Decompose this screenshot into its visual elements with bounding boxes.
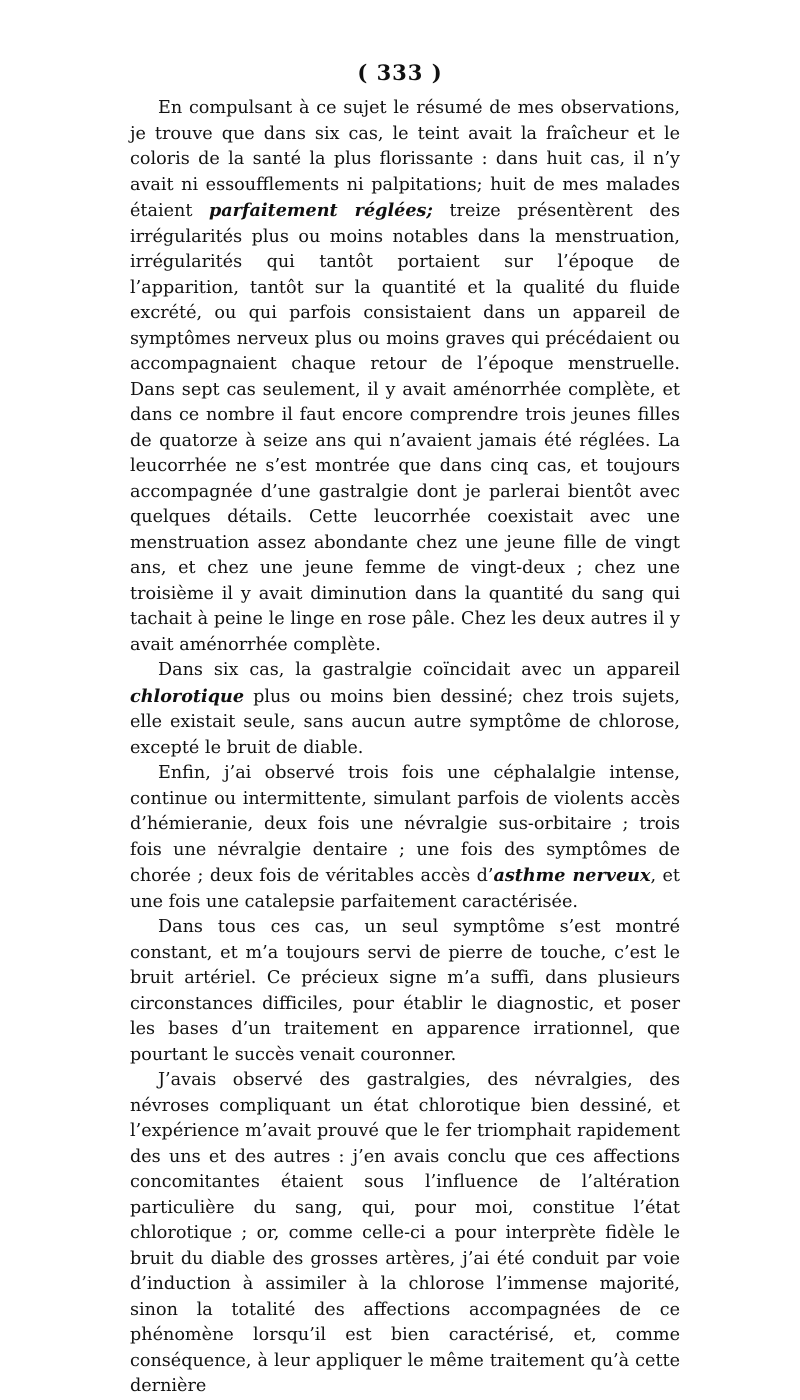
paragraph	[130, 1068, 680, 1400]
text-segment: , et une fois une catalepsie parfaitement caractérisée.	[130, 866, 680, 912]
page-number: ( 333 )	[357, 60, 443, 85]
text-segment: treize présentèrent des irrégularités plus ou moins notables dans la menstruation, irrégularités qui tantôt portaient sur l’époque de l’apparition, tantôt sur la quantité et la qualité du fluide excrété, ou qui parfois consistaient dans un appareil de symptômes nerveux plus ou moins graves qui précédaient ou accompagnaient chaque retour de l’époque menstruelle. Dans sept cas seulement, il y avait aménorrhée complète, et dans ce nombre il faut encore comprendre trois jeunes filles de quatorze à seize ans qui n’avaient jamais été réglées. La leucorrhée ne s’est montrée que dans cinq cas, et toujours accompagnée d’une gastralgie dont je parlerai bientôt avec quelques détails. Cette leucorrhée coexistait avec une menstruation assez abondante chez une jeune fille de vingt ans, et chez une jeune femme de vingt-deux ; chez une troisième il y avait diminution dans la quantité du sang qui tachait à peine le linge en rose pâle. Chez les deux autres il y avait aménorrhée complète.	[130, 201, 680, 655]
text-segment: Dans tous ces cas, un seul symptôme s’est montré constant, et m’a toujours servi de pierre de touche, c’est le bruit artériel. Ce précieux signe m’a suffi, dans plusieurs circonstances difficiles, pour établir le diagnostic, et poser les bases d’un traitement en apparence irrationnel, que pourtant le succès venait couronner.	[130, 917, 680, 1065]
text-segment: J’avais observé des gastralgies, des névralgies, des névroses compliquant un état chlorotique bien dessiné, et l’expérience m’avait prouvé que le fer triomphait rapidement des uns et des autres : j’en avais conclu que ces affections concomitantes étaient sous l’influence de l’altération particulière du sang, qui, pour moi, constitue l’état chlorotique ; or, comme celle-ci a pour interprète fidèle le bruit du diable des grosses artères, j’ai été conduit par voie d’induction à assimiler à la chlorose l’immense majorité, sinon la totalité des affections accompagnées de ce phénomène lorsqu’il est bien caractérisé, et, comme conséquence, à leur appliquer le même traitement qu’à cette dernière	[130, 1070, 680, 1396]
text-segment: plus ou moins bien dessiné; chez trois sujets, elle existait seule, sans aucun autre symptôme de chlorose, excepté le bruit de diable.	[130, 686, 680, 758]
text-segment: Dans six cas, la gastralgie coïncidait avec un appareil	[158, 660, 680, 680]
text-segment: Enfin, j’ai observé trois fois une céphalalgie intense, continue ou intermittente, simulant parfois de violents accès d’hémieranie, deux fois une névralgie sus-orbitaire ; trois fois une névralgie dentaire ; une fois des symptômes de chorée ; deux fois de véritables accès d’	[130, 763, 680, 886]
italic-text-segment: asthme nerveux	[493, 865, 651, 886]
paragraph	[130, 96, 680, 658]
italic-text-segment: chlorotique	[130, 685, 245, 707]
paragraph	[130, 915, 680, 1068]
paragraph	[130, 761, 680, 915]
italic-text-segment: parfaitement réglées;	[208, 200, 433, 221]
paragraph	[130, 658, 680, 761]
body-text	[130, 96, 680, 1400]
text-segment: En compulsant à ce sujet le résumé de mes observations, je trouve que dans six cas, le teint avait la fraîcheur et le coloris de la santé la plus florissante : dans huit cas, il n’y avait ni essoufflements ni palpitations; huit de mes malades étaient	[130, 98, 680, 221]
